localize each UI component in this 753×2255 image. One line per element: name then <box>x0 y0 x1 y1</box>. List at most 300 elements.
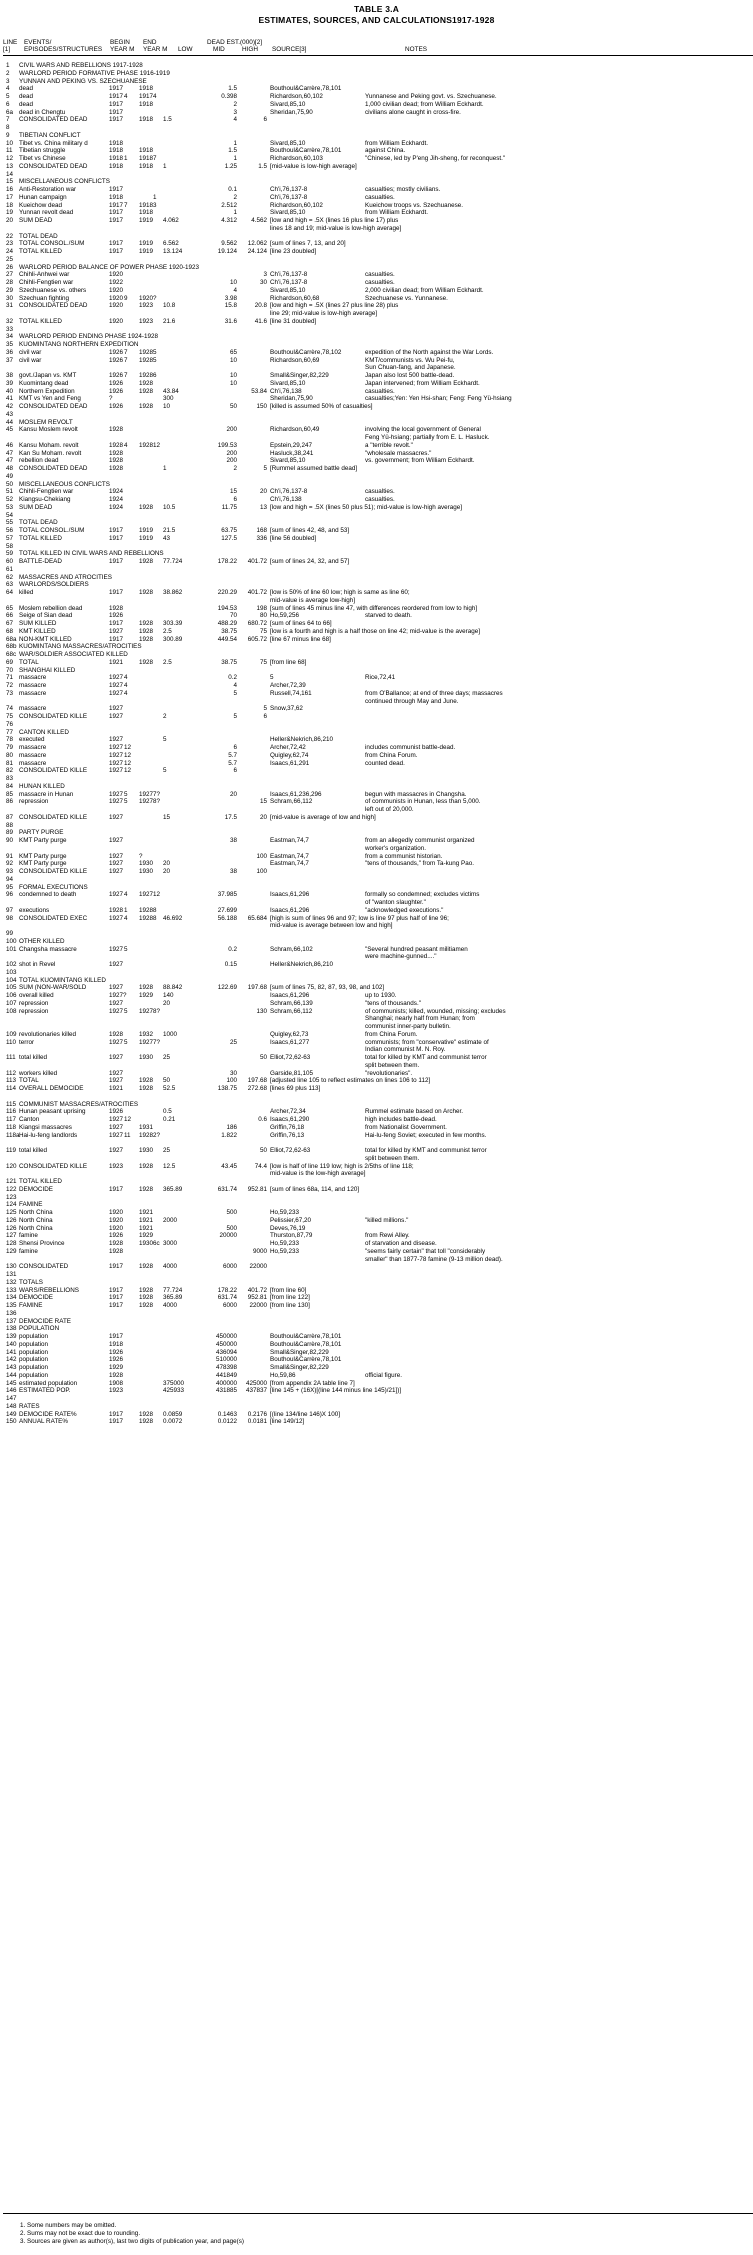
source: Isaacs,61,290 <box>270 1116 310 1123</box>
table-row <box>0 178 753 186</box>
high-value: 437837 <box>245 1387 267 1395</box>
source: [from appendix 2A table line 7] <box>270 1379 355 1387</box>
table-row <box>0 845 753 853</box>
source: [sum of lines 42, 48, and 53] <box>270 527 350 534</box>
end-month: 8 <box>153 914 157 922</box>
source: Quigley,62,74 <box>270 751 309 759</box>
low-value: 43 <box>163 534 171 542</box>
begin-month: 7 <box>124 356 128 364</box>
notes: from Nationalist Government. <box>365 1123 447 1131</box>
event-name: TOTALS <box>19 1278 43 1286</box>
table-row <box>0 984 753 992</box>
table-row <box>0 279 753 287</box>
notes: against China. <box>365 147 406 155</box>
table-row <box>0 930 753 938</box>
source: Archer,72,34 <box>270 1108 306 1116</box>
begin-month: 4 <box>124 674 128 682</box>
notes: casualties. <box>365 387 395 395</box>
footnotes <box>20 2222 244 2246</box>
event-name: massacre <box>19 674 47 682</box>
source: Ch'i,76,137-8 <box>270 488 308 496</box>
begin-year: 1927 <box>109 705 124 713</box>
begin-year: 1924 <box>109 496 124 503</box>
table-row <box>0 1132 753 1140</box>
low-value: 46.692 <box>163 914 183 922</box>
line-number: 105 <box>6 984 17 992</box>
table-row <box>0 977 753 985</box>
low-value: 0.0859 <box>163 1410 183 1418</box>
table-row <box>0 884 753 892</box>
table-row <box>0 1124 753 1132</box>
end-year: 1928 <box>139 379 154 387</box>
notes: starved to death. <box>365 612 412 620</box>
notes: from a communist historian. <box>365 852 443 860</box>
line-number: 65 <box>6 604 14 612</box>
begin-year: 1927 <box>109 682 124 689</box>
table-row <box>0 465 753 473</box>
table-row <box>0 116 753 124</box>
low-value: 365.89 <box>163 1294 183 1302</box>
low-value: 2.5 <box>163 627 172 635</box>
table-row <box>0 310 753 318</box>
event-name: Kansu Moham. revolt <box>19 441 79 449</box>
end-month: 7? <box>153 1038 161 1046</box>
source: Schram,66,112 <box>270 1007 313 1015</box>
notes: from William Eckhardt. <box>365 139 428 147</box>
source: Eastman,74,7 <box>270 860 309 868</box>
high-value: 20 <box>259 488 267 496</box>
line-number: 52 <box>6 496 14 503</box>
event-name: Kan Su Moham. revolt <box>19 449 82 457</box>
source: Ho,59,86 <box>270 1371 296 1379</box>
line-number: 107 <box>6 999 17 1007</box>
event-name: famine <box>19 1232 38 1240</box>
source: [line 149/12] <box>270 1418 305 1426</box>
mid-value: 15.8 <box>224 302 237 310</box>
notes: casualties;Yen: Yen Hsi-shan; Feng: Feng Yü-hsiang <box>365 395 512 403</box>
begin-month: 9 <box>124 294 128 302</box>
table-row <box>0 1008 753 1016</box>
begin-year: 1917 <box>109 85 124 93</box>
line-number: 53 <box>6 503 14 511</box>
line-number: 64 <box>6 589 14 596</box>
begin-year: 1920 <box>109 1216 124 1224</box>
event-name: CONSOLIDATED <box>19 1263 69 1271</box>
event-name: TOTAL CONSOL./SUM <box>19 240 85 248</box>
line-number: 11 <box>6 147 13 155</box>
low-value: 13.124 <box>163 248 183 255</box>
header-end: END <box>143 39 157 46</box>
begin-year: 1927 <box>109 1131 124 1139</box>
table-row <box>0 713 753 721</box>
table-row <box>0 876 753 884</box>
table-subtitle: ESTIMATES, SOURCES, AND CALCULATIONS1917-1928 <box>258 15 495 25</box>
table-row <box>0 217 753 225</box>
line-number: 120 <box>6 1162 17 1170</box>
line-number: 95 <box>6 883 14 891</box>
event-name: repression <box>19 999 49 1007</box>
low-value: 21.5 <box>163 527 176 534</box>
mid-value: 6 <box>233 496 237 503</box>
table-row <box>0 806 753 814</box>
begin-year: 1927 <box>109 744 124 751</box>
table-row <box>0 333 753 341</box>
end-year: 1918 <box>139 201 154 209</box>
begin-year: 1927 <box>109 914 124 922</box>
table-row <box>0 101 753 109</box>
table-row <box>0 597 753 605</box>
table-row <box>0 372 753 380</box>
notes: 2,000 civilian dead; from William Eckhardt. <box>365 286 484 294</box>
low-value: 20 <box>163 999 171 1007</box>
begin-year: 1928 <box>109 426 124 434</box>
high-value: 53.84 <box>251 387 267 395</box>
table-row <box>0 938 753 946</box>
mid-value: 56.188 <box>217 914 237 922</box>
table-row <box>0 504 753 512</box>
begin-year: 1928 <box>109 604 124 612</box>
notes: official figure. <box>365 1371 402 1379</box>
begin-year: 1927 <box>109 945 124 953</box>
source: Ch'i,76,137-8 <box>270 271 308 279</box>
line-number: 3 <box>6 77 10 85</box>
event-name: KUOMINTANG MASSACRES/ATROCITIES <box>19 643 142 651</box>
high-value: 3 <box>263 271 267 279</box>
notes: involving the local government of General <box>365 426 481 434</box>
table-row <box>0 612 753 620</box>
end-year: 1929 <box>139 1232 154 1240</box>
line-number: 6a <box>6 108 14 116</box>
source: [mid-value is average of low and high] <box>270 813 376 821</box>
begin-year: 1917 <box>109 1263 124 1271</box>
table-row <box>0 566 753 574</box>
mid-value: 70 <box>229 612 237 620</box>
line-number: 132 <box>6 1278 17 1286</box>
table-row <box>0 1031 753 1039</box>
low-value: 140 <box>163 992 174 999</box>
line-number: 29 <box>6 286 14 294</box>
table-row <box>0 488 753 496</box>
source: [lines 69 plus 113] <box>270 1085 321 1092</box>
event-name: TOTAL KILLED <box>19 1178 62 1185</box>
source: Ho,59,256 <box>270 612 300 620</box>
low-value: 77.724 <box>163 558 183 565</box>
low-value: 303.39 <box>163 620 183 627</box>
notes: counted dead. <box>365 759 405 767</box>
begin-year: 1920 <box>109 302 124 310</box>
end-month: 8? <box>153 1007 161 1015</box>
event-name: WARLORDS/SOLDIERS <box>19 581 89 589</box>
notes: total for killed by KMT and communist terror <box>365 1147 487 1154</box>
event-name: CONSOLIDATED EXEC <box>19 914 88 922</box>
table-row <box>0 1372 753 1380</box>
notes: "tens of thousands." <box>365 999 421 1007</box>
line-number: 141 <box>6 1348 17 1356</box>
end-year: 1919 <box>139 217 154 224</box>
low-value: 375000 <box>163 1379 185 1387</box>
begin-year: 1926 <box>109 379 124 387</box>
end-year: 1928 <box>139 1077 154 1085</box>
table-row <box>0 411 753 419</box>
line-number: 33 <box>6 325 14 333</box>
begin-year: 1927 <box>109 767 124 775</box>
high-value: 74.4 <box>254 1162 267 1170</box>
source: Isaacs,61,296 <box>270 891 310 899</box>
begin-year: 1927 <box>109 891 124 899</box>
end-year: 1928 <box>139 1085 154 1092</box>
line-number: 68c <box>6 651 17 658</box>
table-row <box>0 558 753 566</box>
table-row <box>0 721 753 729</box>
line-number: 97 <box>6 906 14 914</box>
begin-year: 1927 <box>109 689 124 697</box>
table-row <box>0 667 753 675</box>
header-dead-est: DEAD EST.(000)[2] <box>207 39 263 46</box>
high-value: 150 <box>256 403 267 410</box>
event-name: repression <box>19 1007 49 1015</box>
notes: casualties. <box>365 279 395 286</box>
mid-value: 2.512 <box>221 201 237 209</box>
source: Sivard,85,10 <box>270 100 306 108</box>
low-value: 4000 <box>163 1263 178 1271</box>
begin-year: 1927 <box>109 852 124 860</box>
notes: expedition of the North against the War Lords. <box>365 348 494 356</box>
begin-year: 1917 <box>109 108 124 116</box>
table-row <box>0 1101 753 1109</box>
event-name: DEMOCIDE <box>19 1185 53 1193</box>
begin-year: 1927 <box>109 751 124 759</box>
table-row <box>0 961 753 969</box>
event-name: massacre <box>19 682 47 689</box>
table-row <box>0 1015 753 1023</box>
end-year: 1931 <box>139 1123 154 1131</box>
table-row <box>0 550 753 558</box>
event-name: dead <box>19 85 34 93</box>
high-value: 425000 <box>245 1379 267 1387</box>
event-name: TIBETIAN CONFLICT <box>19 131 81 139</box>
source: Eastman,74,7 <box>270 852 309 860</box>
begin-month: 5 <box>124 945 128 953</box>
mid-value: 4 <box>233 116 237 124</box>
table-row <box>0 922 753 930</box>
table-row <box>0 581 753 589</box>
table-row <box>0 1294 753 1302</box>
low-value: 3000 <box>163 1240 178 1247</box>
mid-value: 199.53 <box>217 441 237 449</box>
mid-value: 20 <box>229 790 237 798</box>
event-name: dead <box>19 100 34 108</box>
source: Small&Singer,82,229 <box>270 1348 329 1356</box>
end-month: 5 <box>153 356 157 364</box>
high-value: 0.2176 <box>247 1410 267 1418</box>
notes: "Chinese, led by P'eng Jih-sheng, for reconquest." <box>365 155 506 162</box>
table-row <box>0 326 753 334</box>
mid-value: 30 <box>229 1069 237 1077</box>
end-year: 1928 <box>139 387 154 395</box>
notes: up to 1930. <box>365 992 397 999</box>
high-value: 15 <box>259 798 267 806</box>
high-value: 65.684 <box>247 914 267 922</box>
end-year: 1928 <box>139 589 154 596</box>
mid-value: 3 <box>233 108 237 116</box>
high-value: 272.68 <box>247 1085 267 1092</box>
line-number: 98 <box>6 914 14 922</box>
end-month: 8? <box>153 798 161 806</box>
table-row <box>0 519 753 527</box>
begin-year: 1926 <box>109 1108 124 1116</box>
table-title: TABLE 3.A <box>353 4 400 14</box>
mid-value: 0.0122 <box>217 1418 237 1426</box>
table-row <box>0 775 753 783</box>
event-name: Kuomintang dead <box>19 379 69 387</box>
line-number: 24 <box>6 248 14 255</box>
mid-value: 436094 <box>215 1348 237 1356</box>
high-value: 24.124 <box>247 248 267 255</box>
source: [from line 68] <box>270 658 307 666</box>
begin-year: 1927 <box>109 868 124 875</box>
line-number: 106 <box>6 992 17 999</box>
source: [high is sum of lines 96 and 97; low is line 97 plus half of line 96; <box>270 914 449 922</box>
header-low: LOW <box>178 46 193 53</box>
event-name: TOTAL KILLED IN CIVIL WARS AND REBELLIONS <box>19 550 164 558</box>
table-row <box>0 364 753 372</box>
line-number: 9 <box>6 131 10 139</box>
table-row <box>0 434 753 442</box>
table-row <box>0 1023 753 1031</box>
table-row <box>0 620 753 628</box>
table-row <box>0 891 753 899</box>
line-number: 96 <box>6 891 14 899</box>
event-name: ESTIMATED POP. <box>19 1387 71 1395</box>
line-number: 123 <box>6 1193 17 1201</box>
table-row <box>0 767 753 775</box>
table-row <box>0 1225 753 1233</box>
low-value: 2.5 <box>163 658 172 666</box>
high-value: 952.81 <box>247 1185 267 1193</box>
table-row <box>0 814 753 822</box>
mid-value: 194.53 <box>217 604 237 612</box>
begin-year: 1917 <box>109 209 124 217</box>
line-number: 54 <box>6 511 14 519</box>
table-row <box>0 1046 753 1054</box>
end-year: 1918 <box>139 85 154 93</box>
event-name: WARLORD PERIOD ENDING PHASE 1924-1928 <box>19 333 159 341</box>
begin-year: ? <box>109 395 113 403</box>
line-number: 82 <box>6 767 14 775</box>
event-name: Seige of Sian dead <box>19 612 73 620</box>
source: [sum of lines 7, 13, and 20] <box>270 240 346 248</box>
begin-year: 1926 <box>109 387 124 395</box>
event-name: Northern Expedition <box>19 387 75 395</box>
line-number: 131 <box>6 1271 17 1278</box>
table-row <box>0 295 753 303</box>
line-number: 38 <box>6 372 14 379</box>
source: Epstein,29,247 <box>270 441 313 449</box>
begin-year: 1926 <box>109 612 124 620</box>
line-number: 23 <box>6 240 14 248</box>
event-name: MISCELLANEOUS CONFLICTS <box>19 480 110 488</box>
begin-year: 1917 <box>109 186 124 193</box>
line-number: 121 <box>6 1178 17 1185</box>
event-name: CONSOLIDATED KILLE <box>19 767 88 775</box>
source: Heller&Nekrich,86,210 <box>270 736 333 744</box>
begin-year: 1928 <box>109 1030 124 1038</box>
line-number: 115 <box>6 1100 17 1108</box>
source: [mid-value is low-high average] <box>270 162 357 170</box>
mid-value: 15 <box>229 488 237 496</box>
source: mid-value is average low-high] <box>270 596 356 604</box>
table-row <box>0 512 753 520</box>
source: Sheridan,75,90 <box>270 108 313 116</box>
mid-value: 488.29 <box>217 620 237 627</box>
end-year: 1930 <box>139 1240 154 1247</box>
line-number: 137 <box>6 1317 17 1325</box>
table-row <box>0 1271 753 1279</box>
table-row <box>0 1093 753 1101</box>
table-row <box>0 643 753 651</box>
begin-year: 1918 <box>109 162 124 170</box>
high-value: 605.72 <box>247 635 267 643</box>
table-row <box>0 93 753 101</box>
line-number: 92 <box>6 860 14 868</box>
table-row <box>0 1085 753 1093</box>
table-row <box>0 682 753 690</box>
event-name: population <box>19 1348 49 1356</box>
end-year: 1919 <box>139 534 154 542</box>
header-high: HIGH <box>242 46 258 53</box>
begin-year: 1922 <box>109 279 124 286</box>
low-value: 0.21 <box>163 1116 176 1123</box>
mid-value: 1.25 <box>224 162 237 170</box>
header-notes: NOTES <box>405 46 428 53</box>
mid-value: 631.74 <box>217 1294 237 1302</box>
header-rule <box>3 55 753 56</box>
low-value: 77.724 <box>163 1286 183 1294</box>
line-number: 57 <box>6 534 14 542</box>
begin-year: 1926 <box>109 348 124 356</box>
footnote: 3. Sources are given as author(s), last two digits of publication year, and page(s) <box>20 2238 245 2245</box>
event-name: KMT vs Yen and Feng <box>19 395 81 403</box>
table-row <box>0 1387 753 1395</box>
event-name: Szechuanese vs. others <box>19 286 87 294</box>
table-row <box>0 636 753 644</box>
end-year: 1930 <box>139 860 154 868</box>
begin-month: 1 <box>124 155 128 162</box>
table-row <box>0 1232 753 1240</box>
high-value: 0.6 <box>258 1116 267 1123</box>
source: Ch'i,76,138 <box>270 387 302 395</box>
table-row <box>0 736 753 744</box>
table-row <box>0 589 753 597</box>
event-name: rebellion dead <box>19 457 59 465</box>
table-row <box>0 1248 753 1256</box>
end-year: 1921 <box>139 1209 154 1216</box>
high-value: 6 <box>263 116 267 124</box>
line-number: 4 <box>6 85 10 93</box>
event-name: Yunnan revolt dead <box>19 209 74 217</box>
event-name: CONSOLIDATED KILLE <box>19 713 88 720</box>
event-name: CONSOLIDATED KILLE <box>19 1162 88 1170</box>
line-number: 125 <box>6 1209 17 1216</box>
notes: split between them. <box>365 1154 420 1162</box>
line-number: 43 <box>6 410 14 418</box>
line-number: 88 <box>6 821 14 829</box>
notes: "wholesale massacres." <box>365 449 432 457</box>
line-number: 22 <box>6 232 14 240</box>
mid-value: 27.699 <box>217 906 237 914</box>
event-name: massacre <box>19 744 47 751</box>
line-number: 36 <box>6 348 14 356</box>
